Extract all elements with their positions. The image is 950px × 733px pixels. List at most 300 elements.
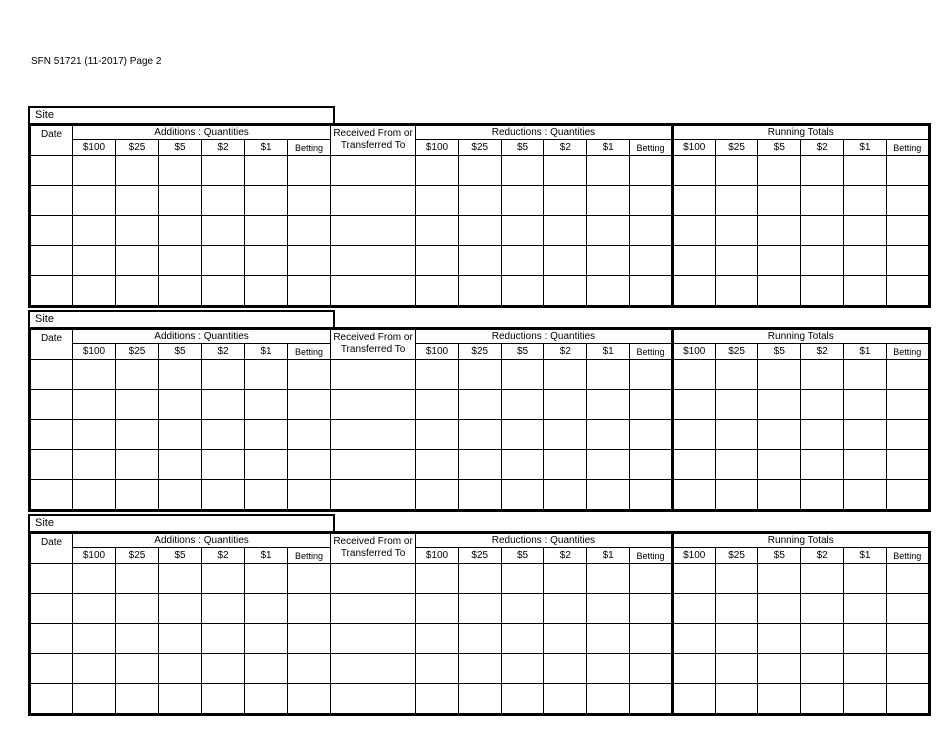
entry-cell[interactable]: [73, 654, 116, 684]
entry-cell[interactable]: [715, 216, 758, 246]
site-field[interactable]: [28, 106, 335, 123]
entry-cell[interactable]: [630, 360, 673, 390]
entry-cell[interactable]: [245, 564, 288, 594]
entry-cell[interactable]: [416, 450, 459, 480]
entry-cell[interactable]: [245, 276, 288, 307]
date-cell[interactable]: [30, 480, 73, 511]
entry-cell[interactable]: [416, 420, 459, 450]
entry-cell[interactable]: [501, 654, 544, 684]
entry-cell[interactable]: [416, 480, 459, 511]
date-cell[interactable]: [30, 450, 73, 480]
entry-cell[interactable]: [73, 450, 116, 480]
entry-cell[interactable]: [159, 360, 202, 390]
entry-cell[interactable]: [544, 246, 587, 276]
entry-cell[interactable]: [458, 624, 501, 654]
entry-cell[interactable]: [630, 480, 673, 511]
entry-cell[interactable]: [501, 276, 544, 307]
entry-cell[interactable]: [801, 246, 844, 276]
entry-cell[interactable]: [758, 390, 801, 420]
entry-cell[interactable]: [202, 480, 245, 511]
entry-cell[interactable]: [458, 654, 501, 684]
entry-cell[interactable]: [886, 246, 929, 276]
entry-cell[interactable]: [758, 186, 801, 216]
entry-cell[interactable]: [844, 624, 887, 654]
entry-cell[interactable]: [801, 624, 844, 654]
entry-cell[interactable]: [458, 216, 501, 246]
entry-cell[interactable]: [630, 624, 673, 654]
date-cell[interactable]: [30, 360, 73, 390]
entry-cell[interactable]: [159, 624, 202, 654]
received-cell[interactable]: [331, 450, 416, 480]
entry-cell[interactable]: [544, 654, 587, 684]
entry-cell[interactable]: [501, 156, 544, 186]
entry-cell[interactable]: [416, 246, 459, 276]
entry-cell[interactable]: [73, 390, 116, 420]
entry-cell[interactable]: [245, 480, 288, 511]
date-cell[interactable]: [30, 216, 73, 246]
entry-cell[interactable]: [458, 420, 501, 450]
entry-cell[interactable]: [416, 684, 459, 715]
entry-cell[interactable]: [159, 420, 202, 450]
entry-cell[interactable]: [758, 360, 801, 390]
entry-cell[interactable]: [458, 156, 501, 186]
entry-cell[interactable]: [159, 684, 202, 715]
entry-cell[interactable]: [587, 624, 630, 654]
entry-cell[interactable]: [587, 564, 630, 594]
date-cell[interactable]: [30, 420, 73, 450]
received-cell[interactable]: [331, 594, 416, 624]
entry-cell[interactable]: [715, 390, 758, 420]
entry-cell[interactable]: [501, 246, 544, 276]
entry-cell[interactable]: [630, 246, 673, 276]
entry-cell[interactable]: [116, 564, 159, 594]
entry-cell[interactable]: [416, 624, 459, 654]
entry-cell[interactable]: [458, 360, 501, 390]
site-field[interactable]: [28, 514, 335, 531]
entry-cell[interactable]: [630, 390, 673, 420]
entry-cell[interactable]: [587, 276, 630, 307]
entry-cell[interactable]: [73, 360, 116, 390]
entry-cell[interactable]: [73, 594, 116, 624]
entry-cell[interactable]: [544, 156, 587, 186]
entry-cell[interactable]: [544, 360, 587, 390]
entry-cell[interactable]: [73, 246, 116, 276]
entry-cell[interactable]: [202, 564, 245, 594]
entry-cell[interactable]: [501, 564, 544, 594]
entry-cell[interactable]: [159, 390, 202, 420]
received-cell[interactable]: [331, 186, 416, 216]
entry-cell[interactable]: [886, 156, 929, 186]
date-cell[interactable]: [30, 654, 73, 684]
entry-cell[interactable]: [245, 390, 288, 420]
entry-cell[interactable]: [159, 246, 202, 276]
entry-cell[interactable]: [758, 246, 801, 276]
entry-cell[interactable]: [116, 360, 159, 390]
entry-cell[interactable]: [116, 654, 159, 684]
entry-cell[interactable]: [587, 360, 630, 390]
entry-cell[interactable]: [715, 654, 758, 684]
entry-cell[interactable]: [844, 186, 887, 216]
entry-cell[interactable]: [715, 480, 758, 511]
entry-cell[interactable]: [416, 186, 459, 216]
entry-cell[interactable]: [245, 156, 288, 186]
entry-cell[interactable]: [844, 594, 887, 624]
entry-cell[interactable]: [202, 420, 245, 450]
entry-cell[interactable]: [501, 360, 544, 390]
entry-cell[interactable]: [587, 390, 630, 420]
entry-cell[interactable]: [288, 186, 331, 216]
entry-cell[interactable]: [587, 684, 630, 715]
entry-cell[interactable]: [73, 216, 116, 246]
entry-cell[interactable]: [587, 594, 630, 624]
entry-cell[interactable]: [202, 684, 245, 715]
entry-cell[interactable]: [844, 276, 887, 307]
entry-cell[interactable]: [758, 624, 801, 654]
entry-cell[interactable]: [288, 450, 331, 480]
entry-cell[interactable]: [758, 654, 801, 684]
entry-cell[interactable]: [544, 276, 587, 307]
entry-cell[interactable]: [758, 450, 801, 480]
entry-cell[interactable]: [758, 564, 801, 594]
entry-cell[interactable]: [288, 480, 331, 511]
entry-cell[interactable]: [458, 246, 501, 276]
entry-cell[interactable]: [202, 216, 245, 246]
entry-cell[interactable]: [202, 594, 245, 624]
entry-cell[interactable]: [886, 360, 929, 390]
date-cell[interactable]: [30, 156, 73, 186]
entry-cell[interactable]: [886, 684, 929, 715]
entry-cell[interactable]: [630, 450, 673, 480]
entry-cell[interactable]: [715, 360, 758, 390]
entry-cell[interactable]: [202, 186, 245, 216]
entry-cell[interactable]: [288, 216, 331, 246]
entry-cell[interactable]: [288, 360, 331, 390]
entry-cell[interactable]: [886, 450, 929, 480]
entry-cell[interactable]: [801, 450, 844, 480]
entry-cell[interactable]: [715, 564, 758, 594]
entry-cell[interactable]: [288, 276, 331, 307]
date-cell[interactable]: [30, 246, 73, 276]
entry-cell[interactable]: [630, 684, 673, 715]
entry-cell[interactable]: [672, 420, 715, 450]
entry-cell[interactable]: [416, 360, 459, 390]
entry-cell[interactable]: [116, 276, 159, 307]
entry-cell[interactable]: [630, 594, 673, 624]
entry-cell[interactable]: [501, 420, 544, 450]
entry-cell[interactable]: [544, 450, 587, 480]
entry-cell[interactable]: [116, 216, 159, 246]
entry-cell[interactable]: [159, 186, 202, 216]
entry-cell[interactable]: [202, 276, 245, 307]
entry-cell[interactable]: [245, 246, 288, 276]
entry-cell[interactable]: [416, 216, 459, 246]
entry-cell[interactable]: [245, 654, 288, 684]
entry-cell[interactable]: [844, 450, 887, 480]
date-cell[interactable]: [30, 390, 73, 420]
received-cell[interactable]: [331, 276, 416, 307]
entry-cell[interactable]: [73, 420, 116, 450]
entry-cell[interactable]: [715, 684, 758, 715]
entry-cell[interactable]: [458, 564, 501, 594]
entry-cell[interactable]: [501, 684, 544, 715]
entry-cell[interactable]: [886, 216, 929, 246]
entry-cell[interactable]: [715, 186, 758, 216]
entry-cell[interactable]: [245, 624, 288, 654]
entry-cell[interactable]: [458, 684, 501, 715]
entry-cell[interactable]: [245, 420, 288, 450]
entry-cell[interactable]: [672, 684, 715, 715]
entry-cell[interactable]: [116, 624, 159, 654]
entry-cell[interactable]: [288, 246, 331, 276]
entry-cell[interactable]: [202, 450, 245, 480]
entry-cell[interactable]: [288, 390, 331, 420]
entry-cell[interactable]: [886, 276, 929, 307]
entry-cell[interactable]: [672, 624, 715, 654]
date-cell[interactable]: [30, 594, 73, 624]
date-cell[interactable]: [30, 684, 73, 715]
received-cell[interactable]: [331, 654, 416, 684]
entry-cell[interactable]: [544, 594, 587, 624]
entry-cell[interactable]: [202, 624, 245, 654]
entry-cell[interactable]: [801, 480, 844, 511]
entry-cell[interactable]: [159, 594, 202, 624]
entry-cell[interactable]: [544, 480, 587, 511]
entry-cell[interactable]: [844, 684, 887, 715]
entry-cell[interactable]: [758, 420, 801, 450]
entry-cell[interactable]: [544, 624, 587, 654]
date-cell[interactable]: [30, 276, 73, 307]
date-cell[interactable]: [30, 564, 73, 594]
entry-cell[interactable]: [116, 420, 159, 450]
entry-cell[interactable]: [630, 420, 673, 450]
entry-cell[interactable]: [587, 216, 630, 246]
entry-cell[interactable]: [801, 594, 844, 624]
entry-cell[interactable]: [202, 360, 245, 390]
received-cell[interactable]: [331, 216, 416, 246]
received-cell[interactable]: [331, 156, 416, 186]
entry-cell[interactable]: [501, 624, 544, 654]
entry-cell[interactable]: [245, 684, 288, 715]
entry-cell[interactable]: [715, 420, 758, 450]
entry-cell[interactable]: [202, 156, 245, 186]
entry-cell[interactable]: [672, 450, 715, 480]
entry-cell[interactable]: [587, 420, 630, 450]
entry-cell[interactable]: [116, 156, 159, 186]
entry-cell[interactable]: [73, 276, 116, 307]
entry-cell[interactable]: [245, 216, 288, 246]
entry-cell[interactable]: [758, 216, 801, 246]
entry-cell[interactable]: [501, 450, 544, 480]
entry-cell[interactable]: [288, 594, 331, 624]
received-cell[interactable]: [331, 420, 416, 450]
entry-cell[interactable]: [801, 654, 844, 684]
entry-cell[interactable]: [202, 654, 245, 684]
entry-cell[interactable]: [630, 654, 673, 684]
entry-cell[interactable]: [844, 480, 887, 511]
entry-cell[interactable]: [116, 390, 159, 420]
entry-cell[interactable]: [159, 216, 202, 246]
entry-cell[interactable]: [844, 564, 887, 594]
entry-cell[interactable]: [544, 564, 587, 594]
entry-cell[interactable]: [801, 156, 844, 186]
entry-cell[interactable]: [288, 420, 331, 450]
entry-cell[interactable]: [458, 390, 501, 420]
entry-cell[interactable]: [416, 276, 459, 307]
entry-cell[interactable]: [886, 420, 929, 450]
entry-cell[interactable]: [458, 186, 501, 216]
entry-cell[interactable]: [886, 624, 929, 654]
entry-cell[interactable]: [801, 684, 844, 715]
entry-cell[interactable]: [801, 564, 844, 594]
entry-cell[interactable]: [672, 246, 715, 276]
entry-cell[interactable]: [501, 480, 544, 511]
entry-cell[interactable]: [159, 276, 202, 307]
entry-cell[interactable]: [288, 684, 331, 715]
entry-cell[interactable]: [758, 684, 801, 715]
entry-cell[interactable]: [416, 390, 459, 420]
entry-cell[interactable]: [288, 564, 331, 594]
entry-cell[interactable]: [715, 246, 758, 276]
entry-cell[interactable]: [245, 450, 288, 480]
entry-cell[interactable]: [587, 186, 630, 216]
received-cell[interactable]: [331, 480, 416, 511]
entry-cell[interactable]: [159, 480, 202, 511]
entry-cell[interactable]: [672, 156, 715, 186]
entry-cell[interactable]: [630, 156, 673, 186]
entry-cell[interactable]: [544, 186, 587, 216]
entry-cell[interactable]: [288, 156, 331, 186]
entry-cell[interactable]: [245, 186, 288, 216]
entry-cell[interactable]: [587, 450, 630, 480]
entry-cell[interactable]: [886, 480, 929, 511]
entry-cell[interactable]: [715, 276, 758, 307]
entry-cell[interactable]: [245, 360, 288, 390]
entry-cell[interactable]: [587, 246, 630, 276]
entry-cell[interactable]: [672, 360, 715, 390]
site-field[interactable]: [28, 310, 335, 327]
entry-cell[interactable]: [73, 624, 116, 654]
entry-cell[interactable]: [245, 594, 288, 624]
entry-cell[interactable]: [116, 450, 159, 480]
entry-cell[interactable]: [801, 216, 844, 246]
received-cell[interactable]: [331, 390, 416, 420]
entry-cell[interactable]: [116, 480, 159, 511]
entry-cell[interactable]: [416, 654, 459, 684]
entry-cell[interactable]: [758, 156, 801, 186]
entry-cell[interactable]: [501, 594, 544, 624]
entry-cell[interactable]: [844, 360, 887, 390]
entry-cell[interactable]: [844, 246, 887, 276]
received-cell[interactable]: [331, 684, 416, 715]
entry-cell[interactable]: [715, 594, 758, 624]
entry-cell[interactable]: [587, 654, 630, 684]
entry-cell[interactable]: [672, 216, 715, 246]
entry-cell[interactable]: [116, 594, 159, 624]
received-cell[interactable]: [331, 246, 416, 276]
entry-cell[interactable]: [886, 390, 929, 420]
entry-cell[interactable]: [116, 246, 159, 276]
entry-cell[interactable]: [758, 480, 801, 511]
entry-cell[interactable]: [159, 450, 202, 480]
entry-cell[interactable]: [416, 156, 459, 186]
entry-cell[interactable]: [801, 186, 844, 216]
entry-cell[interactable]: [672, 654, 715, 684]
entry-cell[interactable]: [886, 564, 929, 594]
entry-cell[interactable]: [458, 480, 501, 511]
entry-cell[interactable]: [73, 156, 116, 186]
entry-cell[interactable]: [844, 156, 887, 186]
entry-cell[interactable]: [886, 186, 929, 216]
entry-cell[interactable]: [715, 450, 758, 480]
entry-cell[interactable]: [672, 564, 715, 594]
entry-cell[interactable]: [758, 594, 801, 624]
entry-cell[interactable]: [416, 564, 459, 594]
entry-cell[interactable]: [630, 276, 673, 307]
entry-cell[interactable]: [416, 594, 459, 624]
entry-cell[interactable]: [801, 360, 844, 390]
entry-cell[interactable]: [801, 276, 844, 307]
received-cell[interactable]: [331, 624, 416, 654]
entry-cell[interactable]: [844, 654, 887, 684]
entry-cell[interactable]: [202, 390, 245, 420]
received-cell[interactable]: [331, 564, 416, 594]
entry-cell[interactable]: [159, 156, 202, 186]
entry-cell[interactable]: [672, 480, 715, 511]
entry-cell[interactable]: [288, 624, 331, 654]
entry-cell[interactable]: [458, 450, 501, 480]
entry-cell[interactable]: [587, 156, 630, 186]
entry-cell[interactable]: [801, 390, 844, 420]
entry-cell[interactable]: [159, 564, 202, 594]
entry-cell[interactable]: [73, 186, 116, 216]
entry-cell[interactable]: [844, 216, 887, 246]
entry-cell[interactable]: [672, 186, 715, 216]
entry-cell[interactable]: [886, 594, 929, 624]
entry-cell[interactable]: [630, 564, 673, 594]
date-cell[interactable]: [30, 186, 73, 216]
entry-cell[interactable]: [116, 684, 159, 715]
entry-cell[interactable]: [202, 246, 245, 276]
entry-cell[interactable]: [544, 390, 587, 420]
entry-cell[interactable]: [886, 654, 929, 684]
entry-cell[interactable]: [672, 390, 715, 420]
entry-cell[interactable]: [73, 480, 116, 511]
entry-cell[interactable]: [73, 564, 116, 594]
entry-cell[interactable]: [501, 390, 544, 420]
entry-cell[interactable]: [116, 186, 159, 216]
date-cell[interactable]: [30, 624, 73, 654]
entry-cell[interactable]: [544, 684, 587, 715]
entry-cell[interactable]: [630, 216, 673, 246]
received-cell[interactable]: [331, 360, 416, 390]
entry-cell[interactable]: [73, 684, 116, 715]
entry-cell[interactable]: [544, 216, 587, 246]
entry-cell[interactable]: [672, 594, 715, 624]
entry-cell[interactable]: [715, 624, 758, 654]
entry-cell[interactable]: [458, 276, 501, 307]
entry-cell[interactable]: [844, 390, 887, 420]
entry-cell[interactable]: [801, 420, 844, 450]
entry-cell[interactable]: [844, 420, 887, 450]
entry-cell[interactable]: [159, 654, 202, 684]
entry-cell[interactable]: [501, 216, 544, 246]
entry-cell[interactable]: [758, 276, 801, 307]
entry-cell[interactable]: [544, 420, 587, 450]
entry-cell[interactable]: [288, 654, 331, 684]
entry-cell[interactable]: [715, 156, 758, 186]
entry-cell[interactable]: [458, 594, 501, 624]
entry-cell[interactable]: [587, 480, 630, 511]
